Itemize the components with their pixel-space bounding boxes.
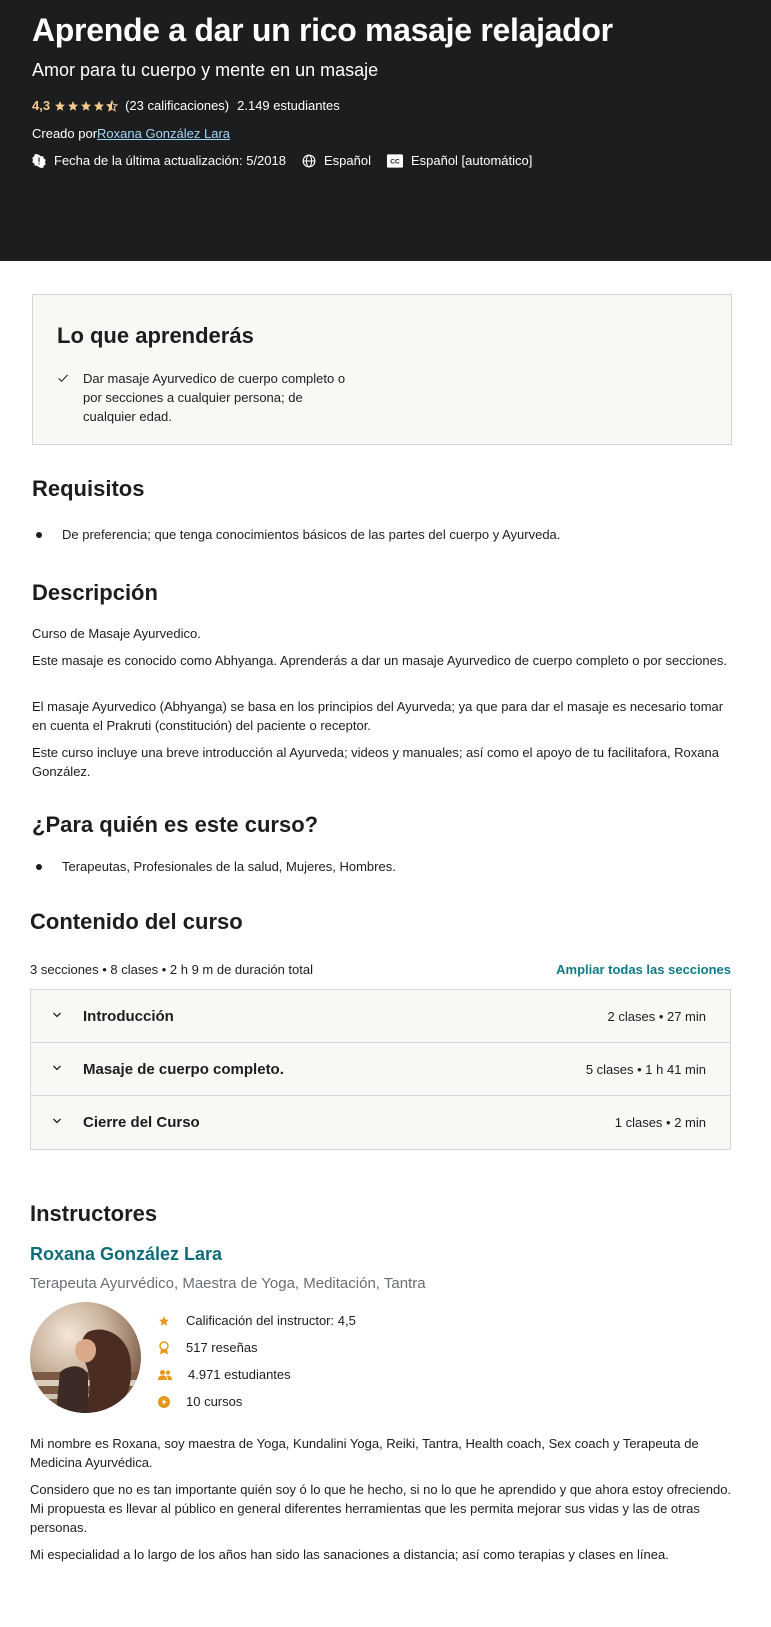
instructor-rating-text: Calificación del instructor: 4,5 [186, 1313, 356, 1328]
globe-icon [302, 154, 316, 168]
section-meta: 5 clases • 1 h 41 min [585, 1061, 706, 1077]
course-content-title: Contenido del curso [30, 909, 243, 934]
bio-paragraph: Mi especialidad a lo largo de los años han sido las sanaciones a distancia; así como terapias y clases en línea. [30, 1547, 669, 1562]
curriculum-section[interactable] [31, 1043, 730, 1096]
ratings-count[interactable]: (23 calificaciones) [125, 98, 230, 113]
requirement-item [36, 527, 560, 542]
rating-number: 4,3 [32, 98, 51, 113]
section-name: Introducción [83, 1007, 174, 1025]
section-meta: 2 clases • 27 min [607, 1008, 706, 1024]
star-icon [67, 100, 79, 112]
star-icon [54, 100, 66, 112]
instructor-stats [158, 1307, 356, 1415]
half-star-icon [106, 100, 118, 112]
language-text: Español [323, 153, 371, 168]
description-title: Descripción [32, 580, 158, 605]
created-by-label: Creado por [32, 126, 98, 141]
avatar-photo [30, 1302, 141, 1413]
captions-text: Español [automático] [410, 153, 533, 168]
last-updated-text: Fecha de la última actualización: 5/2018 [54, 153, 286, 168]
curriculum-list [30, 989, 731, 1150]
instructor-students [158, 1361, 356, 1388]
section-name: Cierre del Curso [83, 1114, 200, 1131]
rating-row [32, 98, 340, 113]
instructor-avatar[interactable] [30, 1302, 141, 1413]
instructor-link[interactable]: Roxana González Lara [97, 126, 231, 141]
description-paragraph: El masaje Ayurvedico (Abhyanga) se basa en los principios del Ayurveda; ya que para dar el masaje es necesario tomar en cuenta el Prakruti (constitución) del paciente o receptor. [32, 699, 724, 733]
curriculum-section[interactable] [31, 1096, 730, 1149]
instructors-title: Instructores [30, 1201, 158, 1226]
bio-paragraph: Mi nombre es Roxana, soy maestra de Yoga, Kundalini Yoga, Reiki, Tantra, Health coach, Sex coach y Terapeuta de Medicina Ayurvédica. [30, 1436, 699, 1470]
captions [387, 153, 532, 168]
check-icon [57, 372, 69, 384]
students-count: 2.149 estudiantes [237, 98, 340, 113]
what-you-will-learn [32, 294, 732, 445]
requirement-text: De preferencia; que tenga conocimientos básicos de las partes del cuerpo y Ayurveda. [62, 527, 561, 542]
description-paragraph: Este curso incluye una breve introducción al Ayurveda; videos y manuales; así como el apoyo de tu facilitafora, Roxana González. [32, 745, 719, 779]
expand-all-sections-button[interactable]: Ampliar todas las secciones [556, 962, 731, 977]
learn-item [57, 369, 355, 426]
chevron-down-icon [51, 1062, 63, 1074]
instructor-students-text: 4.971 estudiantes [188, 1367, 291, 1382]
course-subtitle: Amor para tu cuerpo y mente en un masaje [32, 60, 379, 80]
curriculum-section[interactable] [31, 990, 730, 1043]
chevron-down-icon [51, 1115, 63, 1127]
instructor-reviews-text: 517 reseñas [186, 1340, 258, 1355]
play-circle-icon [158, 1396, 170, 1408]
requirements-title: Requisitos [32, 476, 145, 501]
instructor-courses [158, 1388, 356, 1415]
bullet-icon [36, 864, 42, 870]
alert-icon [32, 154, 46, 168]
instructor-rating [158, 1307, 356, 1334]
course-header [0, 0, 771, 261]
closed-captions-icon [387, 154, 403, 168]
course-title: Aprende a dar un rico masaje relajador [32, 12, 613, 48]
audience-item [36, 859, 396, 874]
chevron-down-icon [51, 1009, 63, 1021]
course-meta [32, 153, 548, 168]
instructor-reviews [158, 1334, 356, 1361]
course-content-summary: 3 secciones • 8 clases • 2 h 9 m de duración total [30, 962, 313, 977]
audience-title: ¿Para quién es este curso? [32, 812, 319, 837]
bullet-icon [36, 532, 42, 538]
section-name: Masaje de cuerpo completo. [83, 1060, 284, 1078]
instructor-headline: Terapeuta Ayurvédico, Maestra de Yoga, Meditación, Tantra [30, 1275, 426, 1292]
section-meta: 1 clases • 2 min [614, 1115, 706, 1130]
last-updated [32, 153, 286, 168]
svg-text:CC: CC [390, 158, 400, 166]
rating-stars [54, 100, 119, 112]
bio-paragraph: Considero que no es tan importante quién soy ó lo que he hecho, si no lo que he aprendido y que ahora estoy ofreciendo. Mi propuesta es llevar al público en general diferentes herramientas que les permita mejorar sus vidas y las de otras personas. [30, 1482, 732, 1535]
star-icon [80, 100, 92, 112]
users-icon [158, 1369, 172, 1381]
audience-text: Terapeutas, Profesionales de la salud, Mujeres, Hombres. [62, 859, 396, 874]
language [302, 153, 371, 168]
award-icon [158, 1341, 170, 1355]
learn-title: Lo que aprenderás [57, 323, 254, 348]
instructor-courses-text: 10 cursos [186, 1394, 243, 1409]
star-icon [93, 100, 105, 112]
instructor-name-link[interactable]: Roxana González Lara [30, 1244, 223, 1264]
created-by [32, 126, 230, 141]
description-paragraph: Curso de Masaje Ayurvedico. [32, 626, 201, 641]
star-icon [158, 1315, 170, 1327]
description-paragraph: Este masaje es conocido como Abhyanga. Aprenderás a dar un masaje Ayurvedico de cuerpo completo o por secciones. [32, 653, 727, 668]
learn-item-text: Dar masaje Ayurvedico de cuerpo completo o por secciones a cualquier persona; de cualquier edad. [83, 371, 346, 424]
